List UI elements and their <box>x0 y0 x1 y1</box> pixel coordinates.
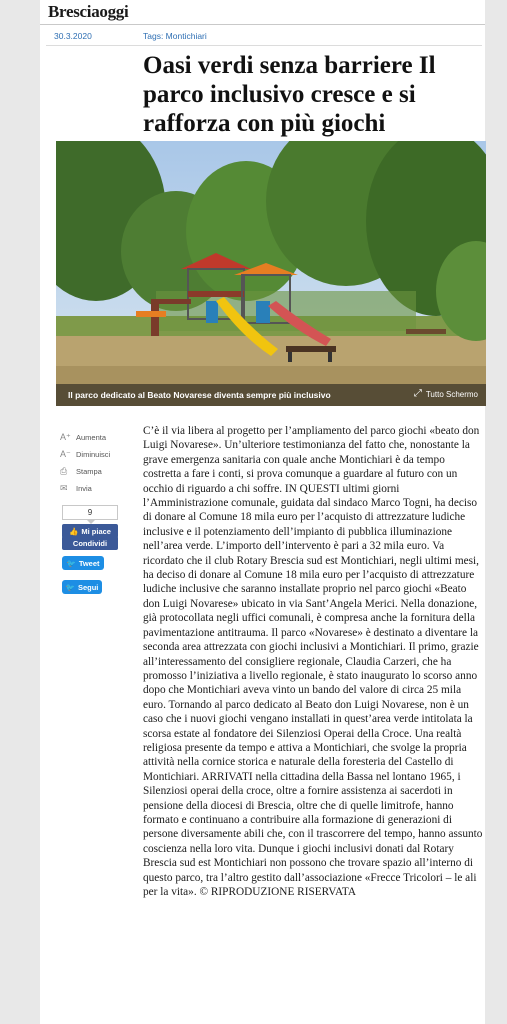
twitter-bird-icon: 🐦 <box>66 558 76 568</box>
font-decrease-button[interactable] <box>60 447 140 462</box>
fullscreen-icon: ⤢ <box>413 388 422 399</box>
article-body: C’è il via libera al progetto per l’ampliamento del parco giochi «beato don Luigi Novarese». Un’ulteriore testimonianza del fatto che, nonostante la grave emergenza sanitaria con quale anche Montichiari è da tempo costretta a fare i conti, si prova comunque a guardare al futuro con un occhio di riguardo a chi soffre. IN QUESTI ultimi giorni l’Amministrazione comunale, guidata dal sindaco Marco Togni, ha deciso di donare al Comune 18 mila euro per l’acquisto di attrezzature ludiche inclusive e il potenziamento dell’impianto di pubblica illuminazione nell’area verde. L’importo dell’intervento è pari a 32 mila euro. Va ricordato che il club Rotary Brescia sud est Montichiari, negli ultimi mesi, ha deciso di donare al Comune 18 mila euro per l’acquisto di attrezzature ludiche inclusive che saranno installate proprio nel parco giochi «Beato don Luigi Novarese» ubicato in via Sant’Angela Merici. Nella donazione, già protocollata negli uffici comunali, è compresa anche la fornitura della pavimentazione antitrauma. Il parco «Novarese» è destinato a diventare la seconda area attrezzata con giochi inclusivi a Montichiari. Il primo, grazie all’interessamento del consigliere regionale, Claudia Carzeri, che ha promosso l’iniziativa a livello regionale, è stato inaugurato lo scorso anno dopo che Montichiari aveva vinto un bando del valore di circa 25 mila euro. Tornando al parco dedicato al Beato don Luigi Novarese, non è un caso che i nuovi giochi vengano installati in quest’area verde intitolata la scorsa estate al fondatore dei Silenziosi Operai della Croce. Una realtà religiosa presente da tempo e attiva a Montichiari, che svolge la propria attività nella cornice storica e naturale della foresteria del Castello di Montichiari. ARRIVATI nella cittadina della Bassa nel lontano 1965, i Silenziosi operai della croce, oltre a fornire assistenza ai sacerdoti in pensione della diocesi di Brescia, oltre che di quelle limitrofe, hanno formato e continuano a contribuire alla formazione di generazioni di persone diversamente abili che, con il trascorrere del tempo, hanno assunto coscienza nella loro vita. Dunque i giochi inclusivi donati dal Rotary Brescia sud est Montichiari non possono che trovare spazio all’interno di questo parco, tra l’altro gestito dall’associazione «Frecce Tricolori – le ali per la vita». © RIPRODUZIONE RISERVATA <box>143 425 483 898</box>
photo-caption: Il parco dedicato al Beato Novarese diventa sempre più inclusivo <box>68 390 331 400</box>
envelope-icon: ✉ <box>60 483 68 493</box>
tweet-button[interactable] <box>62 556 104 570</box>
meta-divider <box>46 45 482 46</box>
fullscreen-button[interactable] <box>414 389 478 399</box>
like-count: 9 <box>62 505 118 520</box>
font-decrease-label: Diminuisci <box>76 450 111 459</box>
thumbs-up-icon: 👍 <box>69 526 79 536</box>
photo-caption-bar <box>56 384 486 406</box>
tweet-label: Tweet <box>78 558 100 568</box>
print-button[interactable] <box>60 464 140 479</box>
text-increase-icon: A⁺ <box>60 432 71 442</box>
printer-icon: ⎙ <box>60 466 68 476</box>
article-tools <box>60 430 140 498</box>
send-button[interactable] <box>60 481 140 496</box>
print-label: Stampa <box>76 467 102 476</box>
text-decrease-icon: A⁻ <box>60 449 71 459</box>
font-increase-button[interactable] <box>60 430 140 445</box>
article-photo[interactable] <box>56 141 486 406</box>
twitter-bird-icon: 🐦 <box>65 582 75 592</box>
font-increase-label: Aumenta <box>76 433 107 442</box>
article-title: Oasi verdi senza barriere Il parco inclusivo cresce e si rafforza con più giochi <box>143 52 436 137</box>
like-label: Mi piace <box>81 526 111 536</box>
fullscreen-label: Tutto Schermo <box>425 389 478 399</box>
article-date: 30.3.2020 <box>54 31 92 41</box>
facebook-share-button[interactable]: Condividi <box>62 536 118 550</box>
twitter-follow-button[interactable] <box>62 580 102 594</box>
send-label: Invia <box>76 484 92 493</box>
follow-label: Segui <box>77 582 99 592</box>
park-playground-image <box>56 141 486 406</box>
article-tags-link[interactable]: Tags: Montichiari <box>143 31 207 41</box>
header-divider <box>40 24 485 25</box>
site-logo[interactable]: Bresciaoggi <box>48 2 129 21</box>
facebook-like-widget <box>62 505 118 538</box>
